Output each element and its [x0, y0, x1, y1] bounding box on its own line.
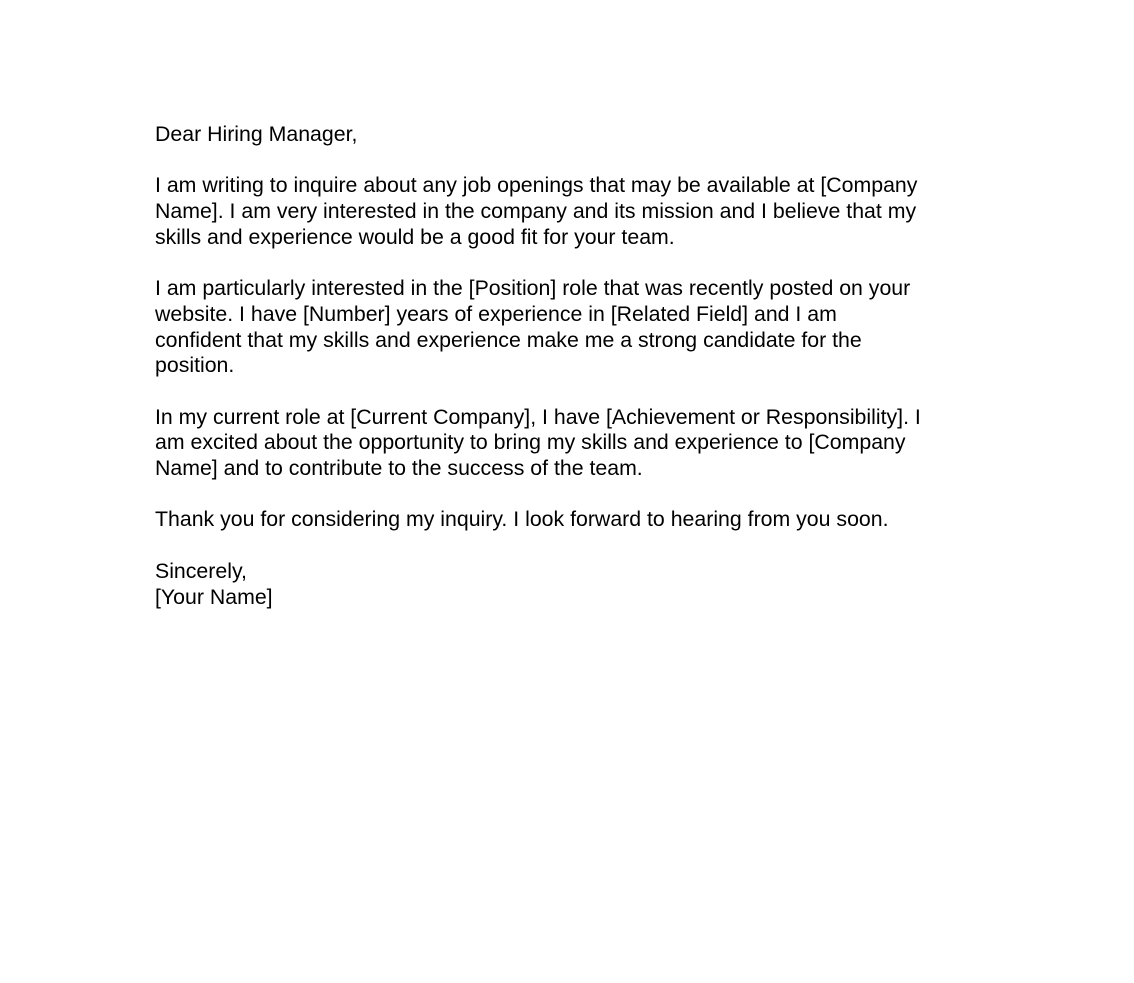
paragraph-2-line-2: website. I have [Number] years of experience in [Related Field] and I am — [155, 301, 837, 326]
body-paragraph-2 — [155, 276, 967, 379]
greeting-paragraph — [155, 122, 967, 148]
paragraph-3-line-1: In my current role at [Current Company], I have [Achievement or Responsibility]. I — [155, 404, 921, 429]
body-paragraph-3 — [155, 405, 967, 482]
letter-body — [155, 122, 967, 610]
paragraph-4-line-1: Thank you for considering my inquiry. I look forward to hearing from you soon. — [155, 507, 889, 532]
sign-off — [155, 559, 967, 610]
paragraph-1-line-2: Name]. I am very interested in the company and its mission and I believe that my — [155, 199, 917, 224]
paragraph-2-line-3: confident that my skills and experience make me a strong candidate for the — [155, 327, 862, 352]
paragraph-3-line-2: am excited about the opportunity to bring my skills and experience to [Company — [155, 430, 906, 455]
closing-line: Sincerely, — [155, 558, 247, 583]
paragraph-2-line-4: position. — [155, 353, 235, 378]
paragraph-2-line-1: I am particularly interested in the [Position] role that was recently posted on your — [155, 276, 911, 301]
paragraph-3-line-3: Name] and to contribute to the success of the team. — [155, 456, 643, 481]
body-paragraph-4 — [155, 507, 967, 533]
signature-line: [Your Name] — [155, 584, 273, 609]
body-paragraph-1 — [155, 173, 967, 250]
paragraph-1-line-3: skills and experience would be a good fit for your team. — [155, 224, 675, 249]
paragraph-1-line-1: I am writing to inquire about any job openings that may be available at [Company — [155, 173, 918, 198]
greeting-line: Dear Hiring Manager, — [155, 122, 358, 146]
